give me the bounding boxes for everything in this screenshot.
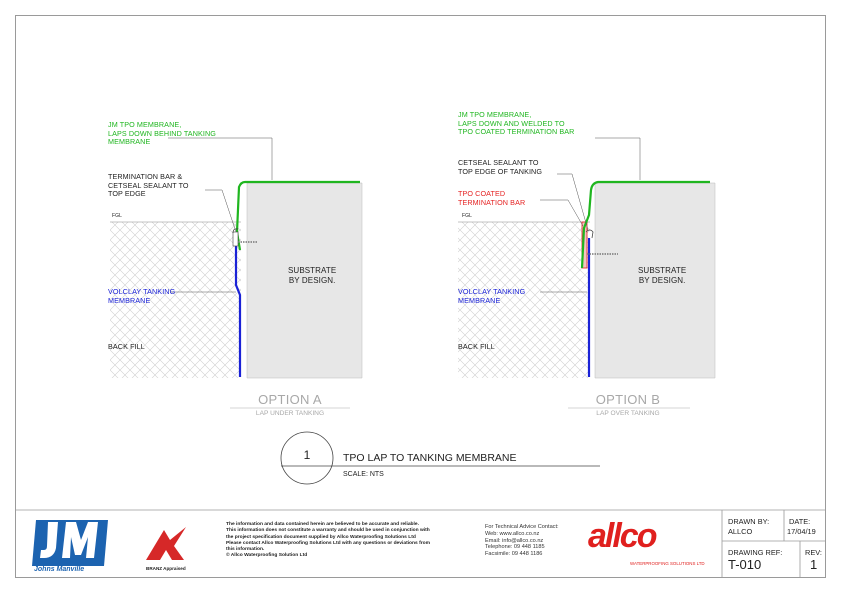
termination-bar xyxy=(233,232,238,246)
contact-text: For Technical Advice Contact: Web: www.allco.co.nz Email: info@allco.co.nz Telephone: 09 448 1185 Facsimile: 09 448 1186 xyxy=(485,524,559,558)
disclaimer-text: The information and data contained herein are believed to be accurate and reliable. This information does not constitute a warranty and should be used in conjunction with the project specification document supplied by Allco Waterproofing Solutions Ltd Please contact Allco Waterproofing Solutions Ltd with any questions or deviations from this information. © Allco Waterproofing Solution Ltd xyxy=(226,522,430,559)
rev-label: REV: xyxy=(805,548,822,557)
option-a-subtitle: LAP UNDER TANKING xyxy=(255,410,325,417)
jm-logo-graphic xyxy=(32,520,108,566)
option-b-jm-label: JM TPO MEMBRANE, LAPS DOWN AND WELDED TO TPO COATED TERMINATION BAR xyxy=(458,110,575,137)
jm-logo-caption: Johns Manville xyxy=(34,566,85,573)
date-label: DATE: xyxy=(789,517,811,526)
drawing-ref-label: DRAWING REF: xyxy=(728,548,783,557)
drawn-by-label: DRAWN BY: xyxy=(728,517,770,526)
option-b-volclay-label: VOLCLAY TANKING MEMBRANE xyxy=(458,287,526,305)
branz-logo-graphic xyxy=(146,527,186,560)
detail-number: 1 xyxy=(303,448,311,462)
option-a-title: OPTION A xyxy=(258,392,322,407)
detail-title: TPO LAP TO TANKING MEMBRANE xyxy=(343,452,517,464)
option-a-termination-label: TERMINATION BAR & CETSEAL SEALANT TO TOP EDGE xyxy=(108,172,189,199)
allco-logo xyxy=(588,517,655,555)
option-b-tpo-bar-label: TPO COATED TERMINATION BAR xyxy=(458,189,526,207)
option-a-volclay-label: VOLCLAY TANKING MEMBRANE xyxy=(108,287,176,305)
allco-tagline: WATERPROOFING SOLUTIONS LTD xyxy=(630,561,705,566)
option-a-fgl-label: FGL xyxy=(112,213,123,219)
option-b-substrate-label: SUBSTRATE BY DESIGN. xyxy=(638,266,687,285)
drawn-by-value: ALLCO xyxy=(728,527,753,536)
option-a-backfill-label: BACK FILL xyxy=(108,342,145,351)
branz-caption: BRANZ Appraised xyxy=(146,566,186,571)
option-a-jm-label: JM TPO MEMBRANE, LAPS DOWN BEHIND TANKING MEMBRANE xyxy=(108,120,216,147)
rev-value: 1 xyxy=(810,557,818,572)
allco-logo-text: allco xyxy=(588,517,656,555)
option-b-backfill-label: BACK FILL xyxy=(458,342,495,351)
date-value: 17/04/19 xyxy=(787,527,816,536)
option-a-substrate-label: SUBSTRATE BY DESIGN. xyxy=(288,266,337,285)
option-b-title: OPTION B xyxy=(595,392,661,407)
option-b-subtitle: LAP OVER TANKING xyxy=(596,410,660,417)
option-b-cetseal-label: CETSEAL SEALANT TO TOP EDGE OF TANKING xyxy=(458,158,543,176)
option-b-fgl-label: FGL xyxy=(462,213,473,219)
drawing-ref-value: T-010 xyxy=(728,557,762,572)
detail-scale: SCALE: NTS xyxy=(343,471,384,478)
